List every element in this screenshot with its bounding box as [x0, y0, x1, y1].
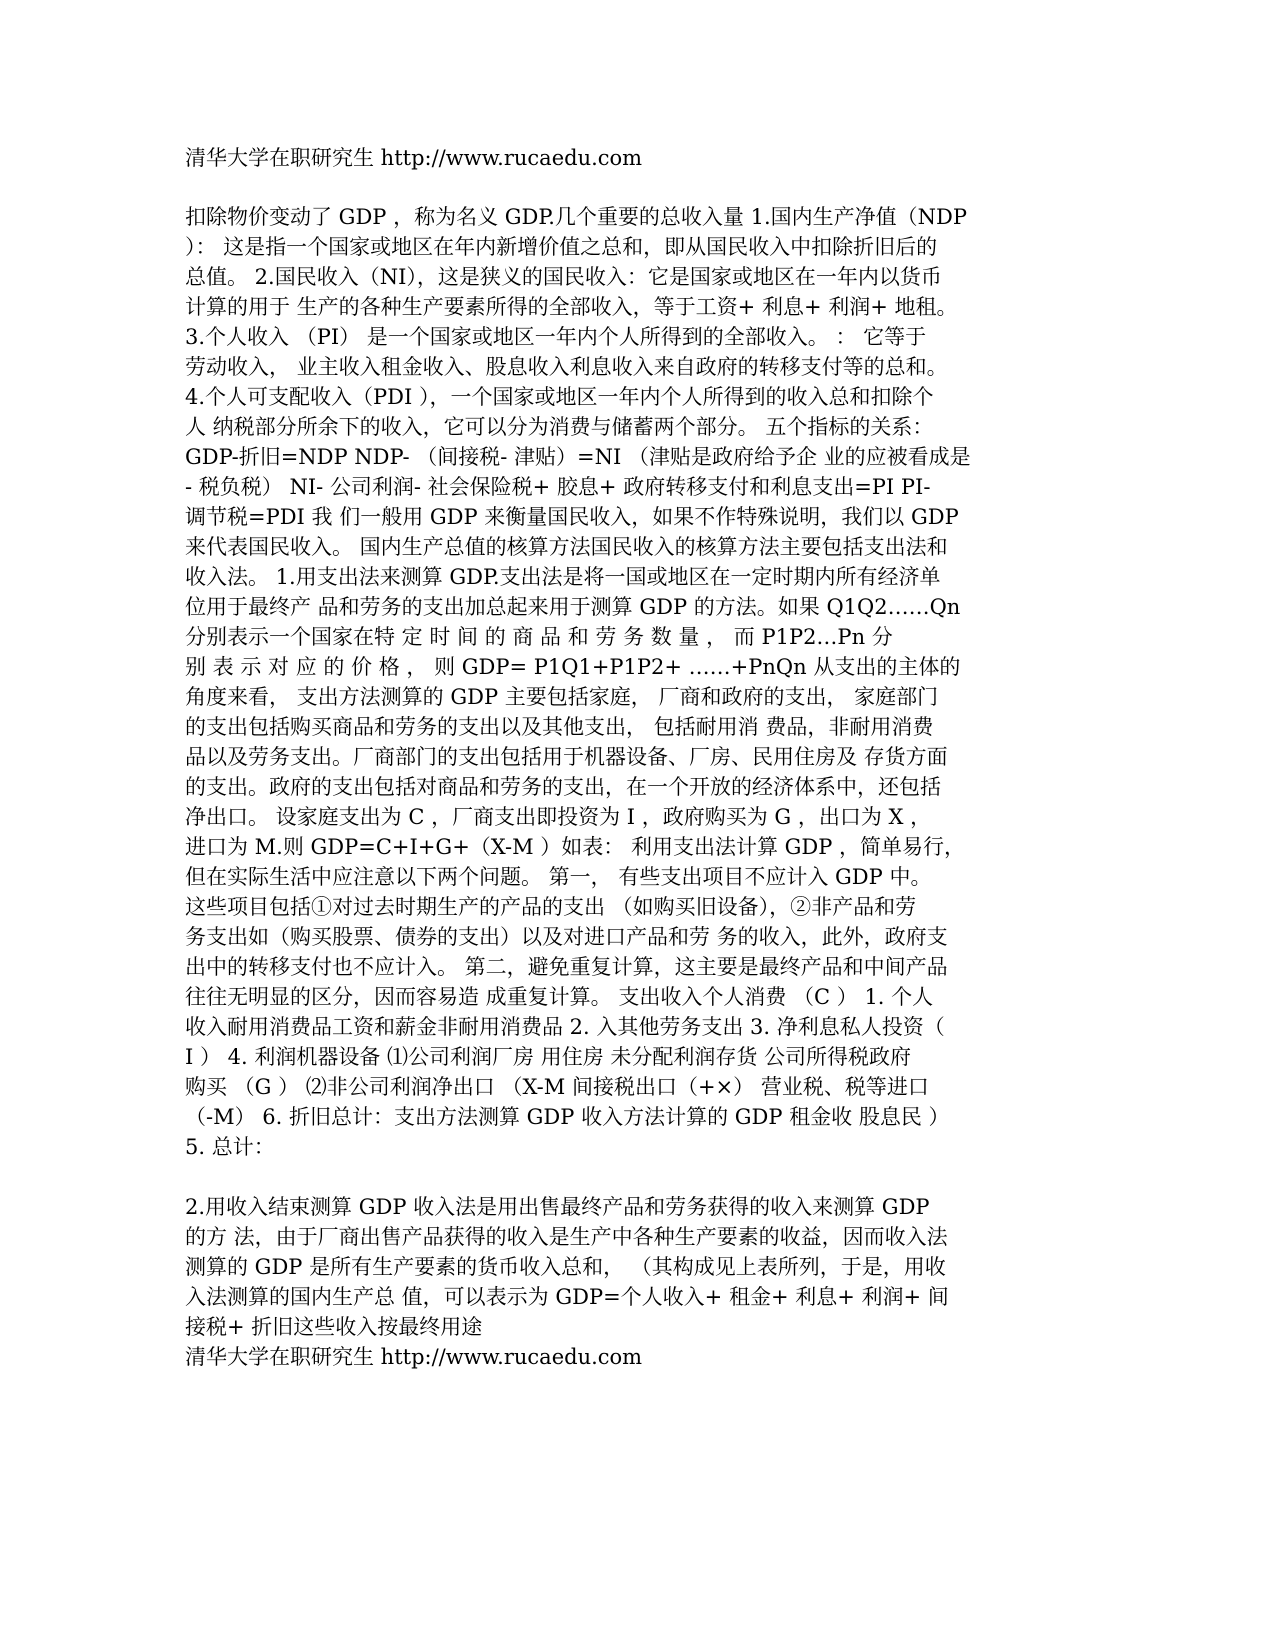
text-line: 的支出。政府的支出包括对商品和劳务的支出，在一个开放的经济体系中，还包括 [185, 775, 941, 799]
text-line: - 税负税） NI- 公司利润- 社会保险税+ 胶息+ 政府转移支付和利息支出=PI PI- [185, 475, 931, 499]
text-line: 分别表示一个国家在特 定 时 间 的 商 品 和 劳 务 数 量 ， 而 P1P2…Pn 分 [185, 625, 893, 649]
text-line: 但在实际生活中应注意以下两个问题。 第一， 有些支出项目不应计入 GDP 中。 [185, 865, 932, 889]
text-line: 净出口。 设家庭支出为 C ，厂商支出即投资为 I ，政府购买为 G ，出口为 X ， [185, 805, 932, 829]
text-line: 2.用收入结束测算 GDP 收入法是用出售最终产品和劳务获得的收入来测算 GDP [185, 1195, 930, 1219]
text-line: 5. 总计： [185, 1135, 275, 1159]
text-line: 务支出如（购买股票、债券的支出）以及对进口产品和劳 务的收入，此外，政府支 [185, 925, 948, 949]
text-line: 3.个人收入 （PI） 是一个国家或地区一年内个人所得到的全部收入。 ： 它等于 [185, 325, 927, 349]
text-line: ）： 这是指一个国家或地区在年内新增价值之总和，即从国民收入中扣除折旧后的 [185, 235, 938, 259]
text-line: 这些项目包括①对过去时期生产的产品的支出 （如购买旧设备），②非产品和劳 [185, 895, 917, 919]
page-footer: 清华大学在职研究生 http://www.rucaedu.com [185, 1345, 643, 1369]
text-line: 进口为 M.则 GDP=C+I+G+（X-M ）如表： 利用支出法计算 GDP ，简单易行， [185, 835, 966, 859]
text-line: 调节税=PDI 我 们一般用 GDP 来衡量国民收入，如果不作特殊说明，我们以 GDP [185, 505, 959, 529]
text-line: 扣除物价变动了 GDP ，称为名义 GDP.几个重要的总收入量 1.国内生产净值（NDP [185, 205, 967, 229]
text-line: 往往无明显的区分，因而容易造 成重复计算。 支出收入个人消费 （C ） 1. 个人 [185, 985, 934, 1009]
text-line: 接税+ 折旧这些收入按最终用途 [185, 1315, 483, 1339]
text-line: 的方 法，由于厂商出售产品获得的收入是生产中各种生产要素的收益，因而收入法 [185, 1225, 948, 1249]
text-line: 收入耐用消费品工资和薪金非耐用消费品 2. 入其他劳务支出 3. 净利息私人投资（ [185, 1015, 945, 1039]
text-line: 劳动收入， 业主收入租金收入、股息收入利息收入来自政府的转移支付等的总和。 [185, 355, 948, 379]
text-line: 计算的用于 生产的各种生产要素所得的全部收入，等于工资+ 利息+ 利润+ 地租。 [185, 295, 958, 319]
text-line: 收入法。 1.用支出法来测算 GDP.支出法是将一国或地区在一定时期内所有经济单 [185, 565, 941, 589]
text-line: I ） 4. 利润机器设备 ⑴公司利润厂房 用住房 未分配利润存货 公司所得税政府 [185, 1045, 912, 1069]
text-line: 入法测算的国内生产总 值，可以表示为 GDP=个人收入+ 租金+ 利息+ 利润+ 间 [185, 1285, 949, 1309]
text-line: GDP-折旧=NDP NDP- （间接税- 津贴）=NI （津贴是政府给予企 业的应被看成是 [185, 445, 971, 469]
text-line: 品以及劳务支出。厂商部门的支出包括用于机器设备、厂房、民用住房及 存货方面 [185, 745, 948, 769]
text-line: 购买 （G ） ⑵非公司利润净出口 （X-M 间接税出口（+×） 营业税、税等进口 [185, 1075, 929, 1099]
text-line: 人 纳税部分所余下的收入，它可以分为消费与储蓄两个部分。 五个指标的关系： [185, 415, 934, 439]
text-line: （-M） 6. 折旧总计：支出方法测算 GDP 收入方法计算的 GDP 租金收 股息民 ） [185, 1105, 950, 1129]
page-header: 清华大学在职研究生 http://www.rucaedu.com [185, 146, 643, 170]
text-line: 出中的转移支付也不应计入。 第二，避免重复计算，这主要是最终产品和中间产品 [185, 955, 948, 979]
text-line: 位用于最终产 品和劳务的支出加总起来用于测算 GDP 的方法。如果 Q1Q2……Qn [185, 595, 961, 619]
text-line: 的支出包括购买商品和劳务的支出以及其他支出， 包括耐用消 费品，非耐用消费 [185, 715, 934, 739]
text-line: 别 表 示 对 应 的 价 格 ， 则 GDP= P1Q1+P1P2+ ……+PnQn 从支出的主体的 [185, 655, 961, 679]
text-line: 4.个人可支配收入（PDI ），一个国家或地区一年内个人所得到的收入总和扣除个 [185, 385, 934, 409]
text-line: 角度来看， 支出方法测算的 GDP 主要包括家庭， 厂商和政府的支出， 家庭部门 [185, 685, 939, 709]
text-line: 总值。 2.国民收入（NI），这是狭义的国民收入：它是国家或地区在一年内以货币 [185, 265, 942, 289]
text-line: 来代表国民收入。 国内生产总值的核算方法国民收入的核算方法主要包括支出法和 [185, 535, 948, 559]
text-line: 测算的 GDP 是所有生产要素的货币收入总和， （其构成见上表所列，于是，用收 [185, 1255, 946, 1279]
